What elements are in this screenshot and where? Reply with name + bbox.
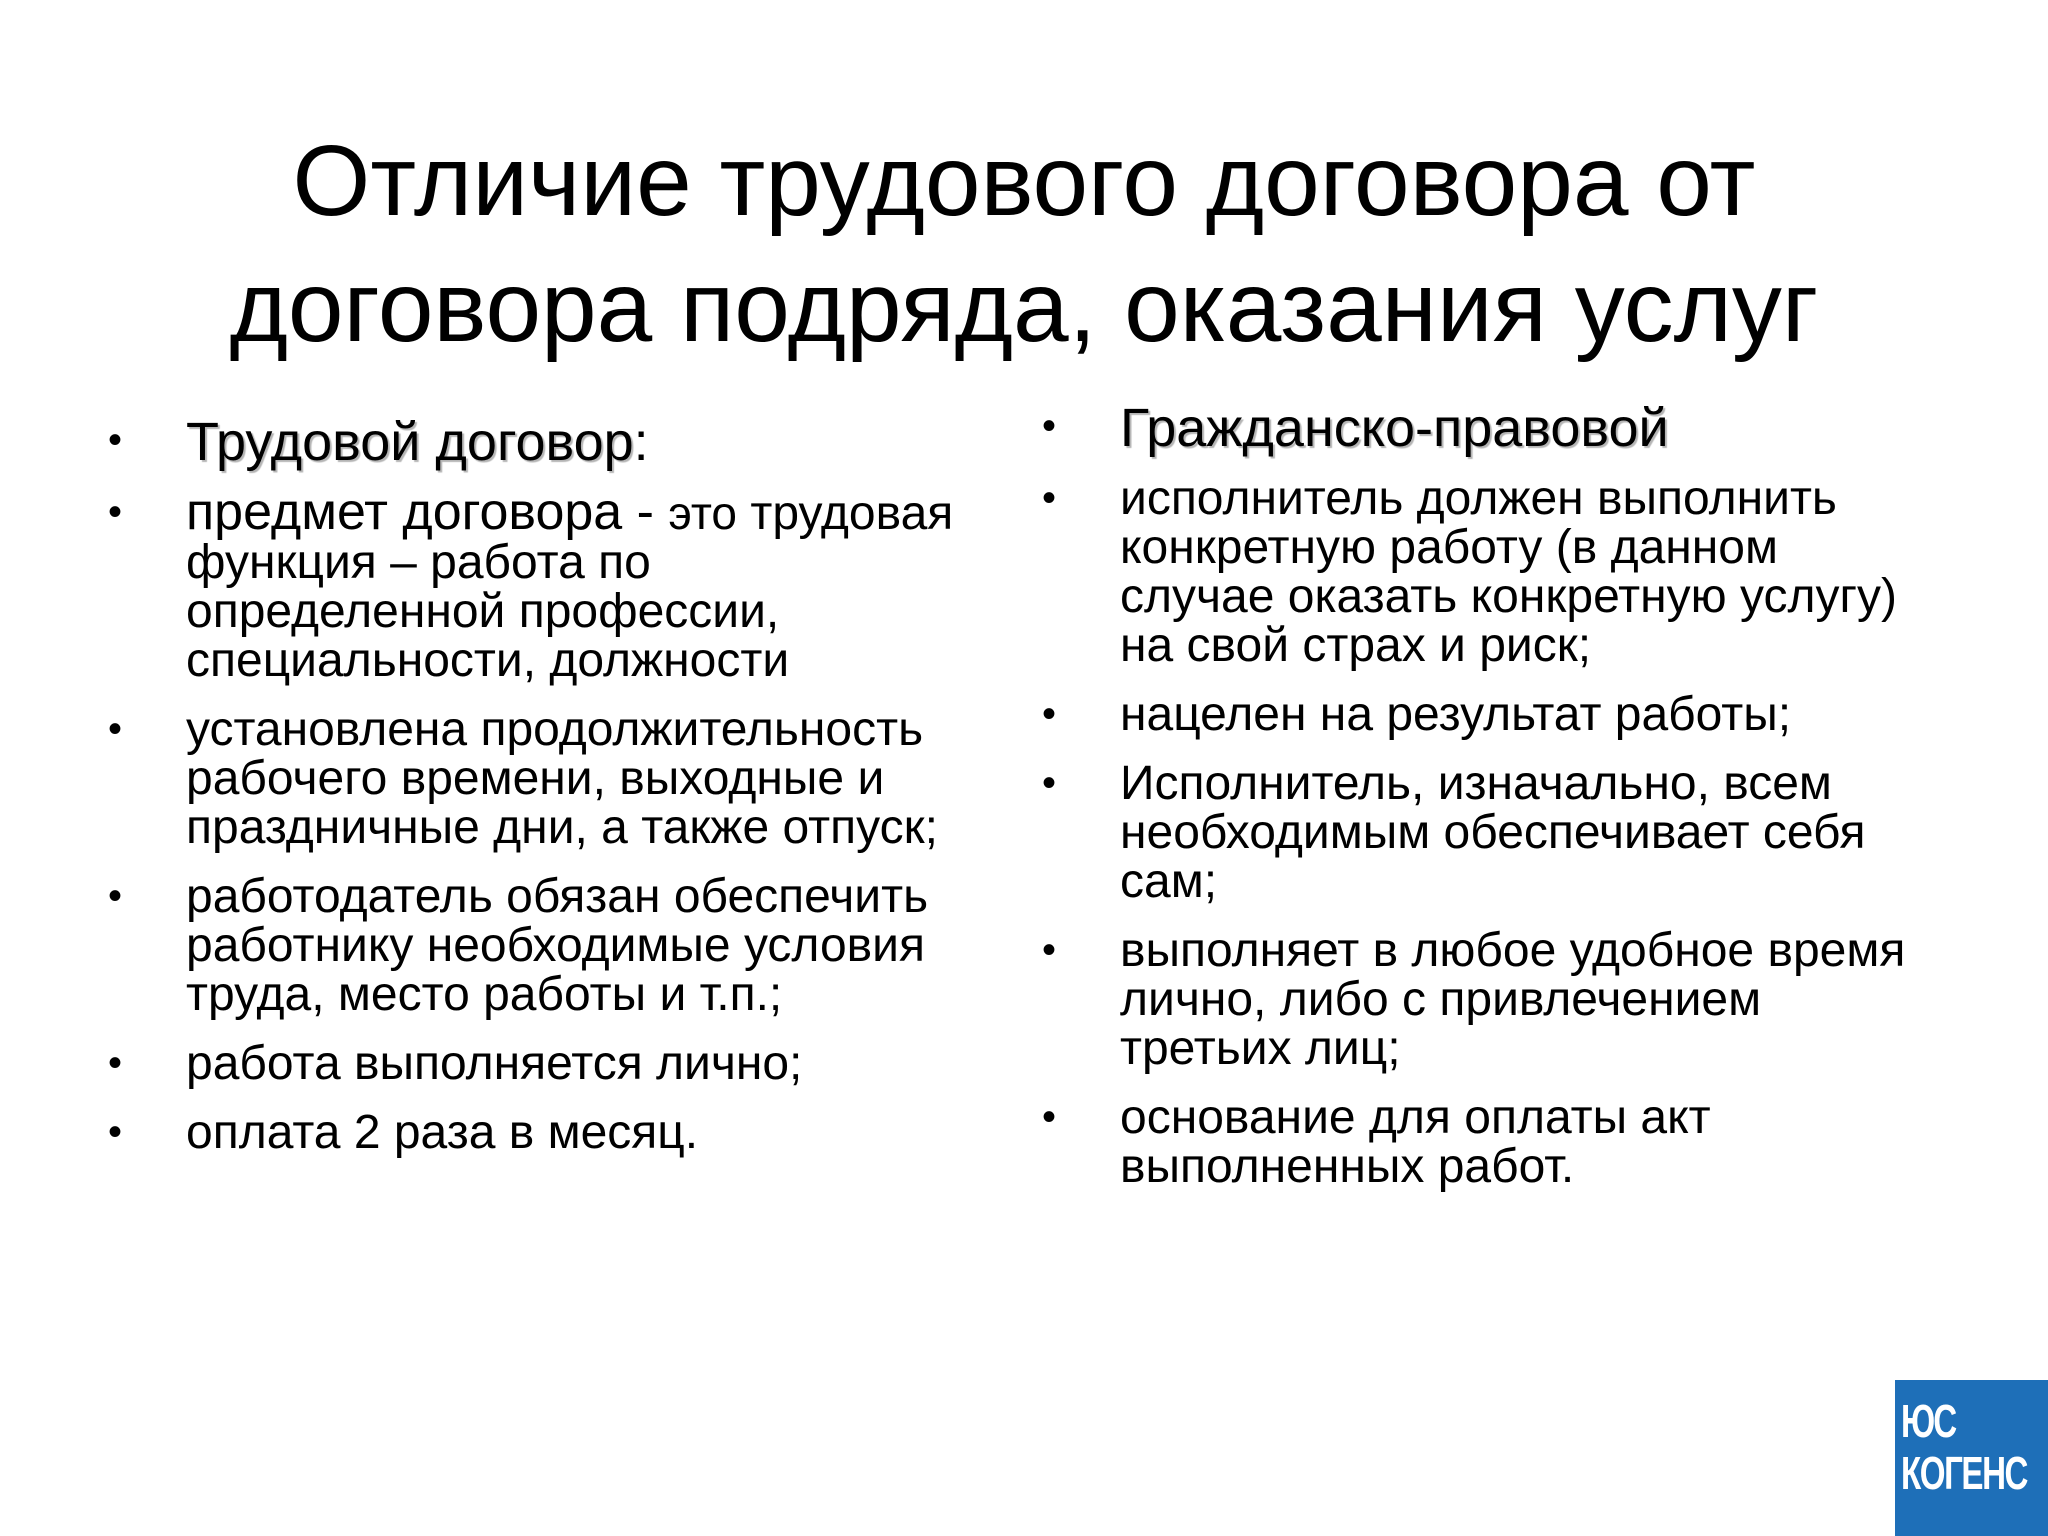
item-text: нацелен на результат работы; <box>1120 688 1792 741</box>
item-text: исполнитель должен выполнить конкретную работу (в данном случае оказать конкретную услугу) на свой страх и риск; <box>1120 472 1897 672</box>
bullet: • <box>108 707 123 751</box>
heading-colon: : <box>633 412 649 472</box>
item-text: трудовая функция – работа по определенной профессии, специальности, должности <box>186 487 954 687</box>
bullet: • <box>1042 692 1057 736</box>
labor-contract-list <box>108 412 968 1177</box>
bullet: • <box>1042 1095 1057 1139</box>
labor-contract-heading: Трудовой договор <box>186 412 634 472</box>
civil-contract-heading: Гражданско-правовой <box>1120 398 1669 458</box>
item-text: Исполнитель, изначально, всем необходимым обеспечивает себя сам; <box>1120 757 1866 908</box>
bullet: • <box>1042 404 1057 448</box>
company-logo <box>1895 1380 2048 1536</box>
bullet: • <box>108 1041 123 1085</box>
slide-title-line-1: Отличие трудового договора от <box>292 125 1756 237</box>
list-item <box>1042 690 1942 739</box>
bullet: • <box>108 490 123 534</box>
bullet: • <box>1042 476 1057 520</box>
item-text: оплата 2 раза в месяц. <box>186 1106 699 1159</box>
slide-title <box>100 118 1948 370</box>
list-item <box>108 872 968 1019</box>
list-item <box>1042 474 1942 670</box>
item-text: выполняет в любое удобное время лично, либо с привлечением третьих лиц; <box>1120 924 1906 1075</box>
bullet: • <box>108 874 123 918</box>
list-item <box>108 1039 968 1088</box>
item-word: это <box>668 487 738 539</box>
list-item <box>108 1108 968 1157</box>
slide-title-line-2: договора подряда, оказания услуг <box>229 251 1819 363</box>
logo-line-2: КОГЕНС <box>1901 1447 2028 1499</box>
item-text: установлена продолжительность рабочего времени, выходные и праздничные дни, а также отпуск; <box>186 703 938 854</box>
list-item <box>108 705 968 852</box>
bullet: • <box>108 1110 123 1154</box>
list-item <box>1042 398 1942 458</box>
list-item <box>1042 759 1942 906</box>
list-item <box>1042 1093 1942 1191</box>
bullet: • <box>1042 761 1057 805</box>
bullet: • <box>1042 928 1057 972</box>
logo-line-1: ЮС <box>1901 1395 1956 1447</box>
bullet: • <box>108 418 123 462</box>
item-text: работодатель обязан обеспечить работнику необходимые условия труда, место работы и т.п.; <box>186 870 929 1021</box>
item-text: основание для оплаты акт выполненных работ. <box>1120 1091 1711 1193</box>
list-item <box>108 412 968 472</box>
item-lead: предмет договора - <box>186 483 669 541</box>
list-item <box>108 483 968 687</box>
list-item <box>1042 926 1942 1073</box>
civil-contract-list <box>1042 398 1942 1211</box>
item-text: работа выполняется лично; <box>186 1037 803 1090</box>
